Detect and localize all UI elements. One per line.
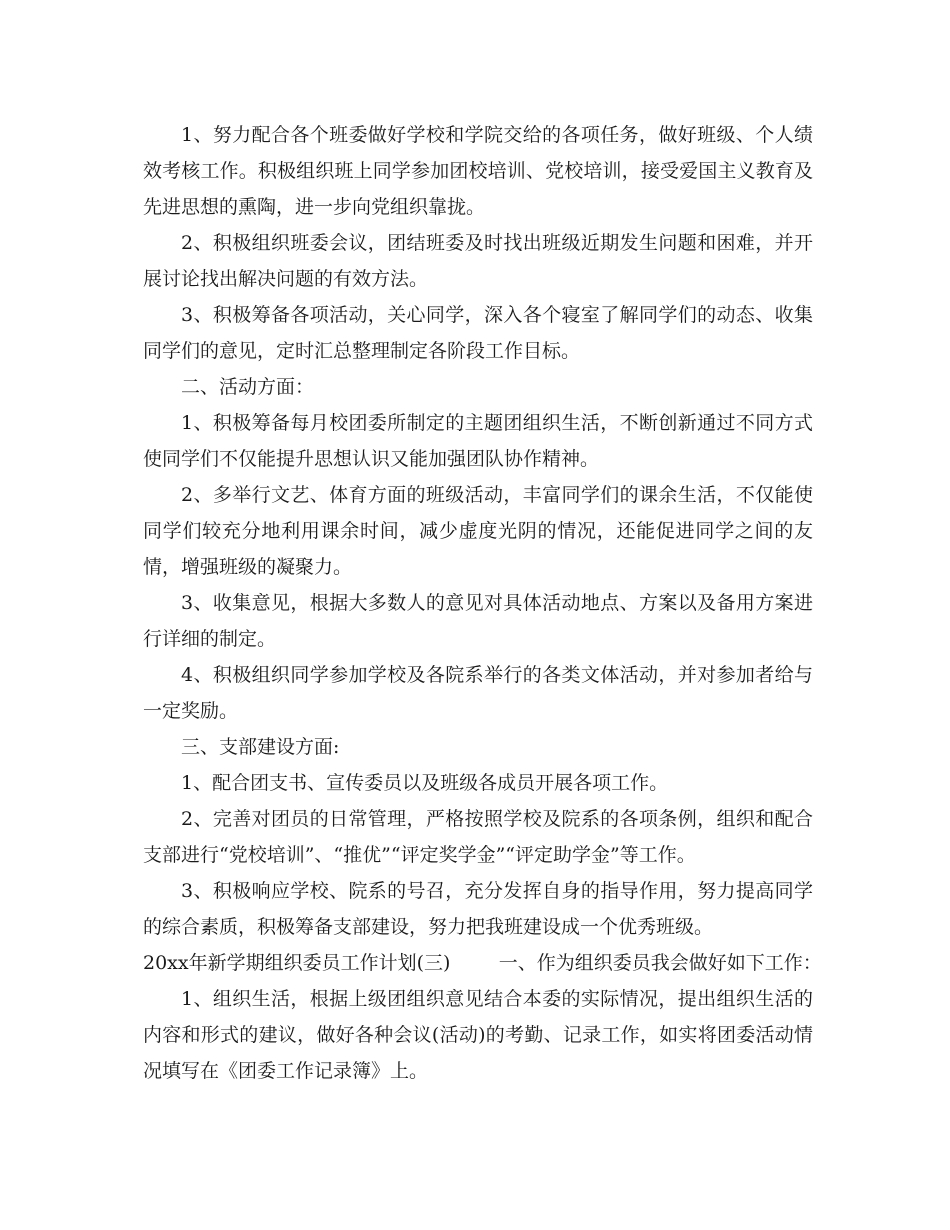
section-heading-branch: 三、支部建设方面: [181, 736, 340, 758]
paragraph-4: 1、积极筹备每月校团委所制定的主题团组织生活，不断创新通过不同方式使同学们不仅能提升思想认识又能加强团队协作精神。 [143, 412, 813, 470]
plan-title-line [143, 945, 822, 981]
paragraph-3: 3、积极筹备各项活动，关心同学，深入各个寝室了解同学们的动态、收集同学们的意见，定时汇总整理制定各阶段工作目标。 [143, 304, 813, 362]
paragraph-1: 1、努力配合各个班委做好学校和学院交给的各项任务，做好班级、个人绩效考核工作。积极组织班上同学参加团校培训、党校培训，接受爱国主义教育及先进思想的熏陶，进一步向党组织靠拢。 [143, 124, 813, 218]
plan-intro: 一、作为组织委员我会做好如下工作： [498, 952, 822, 974]
paragraph-9: 2、完善对团员的日常管理，严格按照学校及院系的各项条例，组织和配合支部进行“党校培训”、“推优”“评定奖学金”“评定助学金”等工作。 [143, 808, 813, 866]
final-paragraph: 1、组织生活，根据上级团组织意见结合本委的实际情况，提出组织生活的内容和形式的建议，做好各种会议(活动)的考勤、记录工作，如实将团委活动情况填写在《团委工作记录簿》上。 [143, 988, 813, 1082]
document-body [143, 117, 822, 1089]
paragraph-10: 3、积极响应学校、院系的号召，充分发挥自身的指导作用，努力提高同学的综合素质，积极筹备支部建设，努力把我班建设成一个优秀班级。 [143, 880, 813, 938]
paragraph-7: 4、积极组织同学参加学校及各院系举行的各类文体活动，并对参加者给与一定奖励。 [143, 664, 813, 722]
paragraph-5: 2、多举行文艺、体育方面的班级活动，丰富同学们的课余生活，不仅能使同学们较充分地利用课余时间，减少虚度光阴的情况，还能促进同学之间的友情，增强班级的凝聚力。 [143, 484, 813, 578]
plan-title: 20xx年新学期组织委员工作计划(三) [143, 952, 451, 974]
paragraph-2: 2、积极组织班委会议，团结班委及时找出班级近期发生问题和困难，并开展讨论找出解决问题的有效方法。 [143, 232, 813, 290]
paragraph-8: 1、配合团支书、宣传委员以及班级各成员开展各项工作。 [181, 772, 669, 794]
paragraph-6: 3、收集意见，根据大多数人的意见对具体活动地点、方案以及备用方案进行详细的制定。 [143, 592, 813, 650]
section-heading-activities: 二、活动方面： [181, 376, 315, 398]
